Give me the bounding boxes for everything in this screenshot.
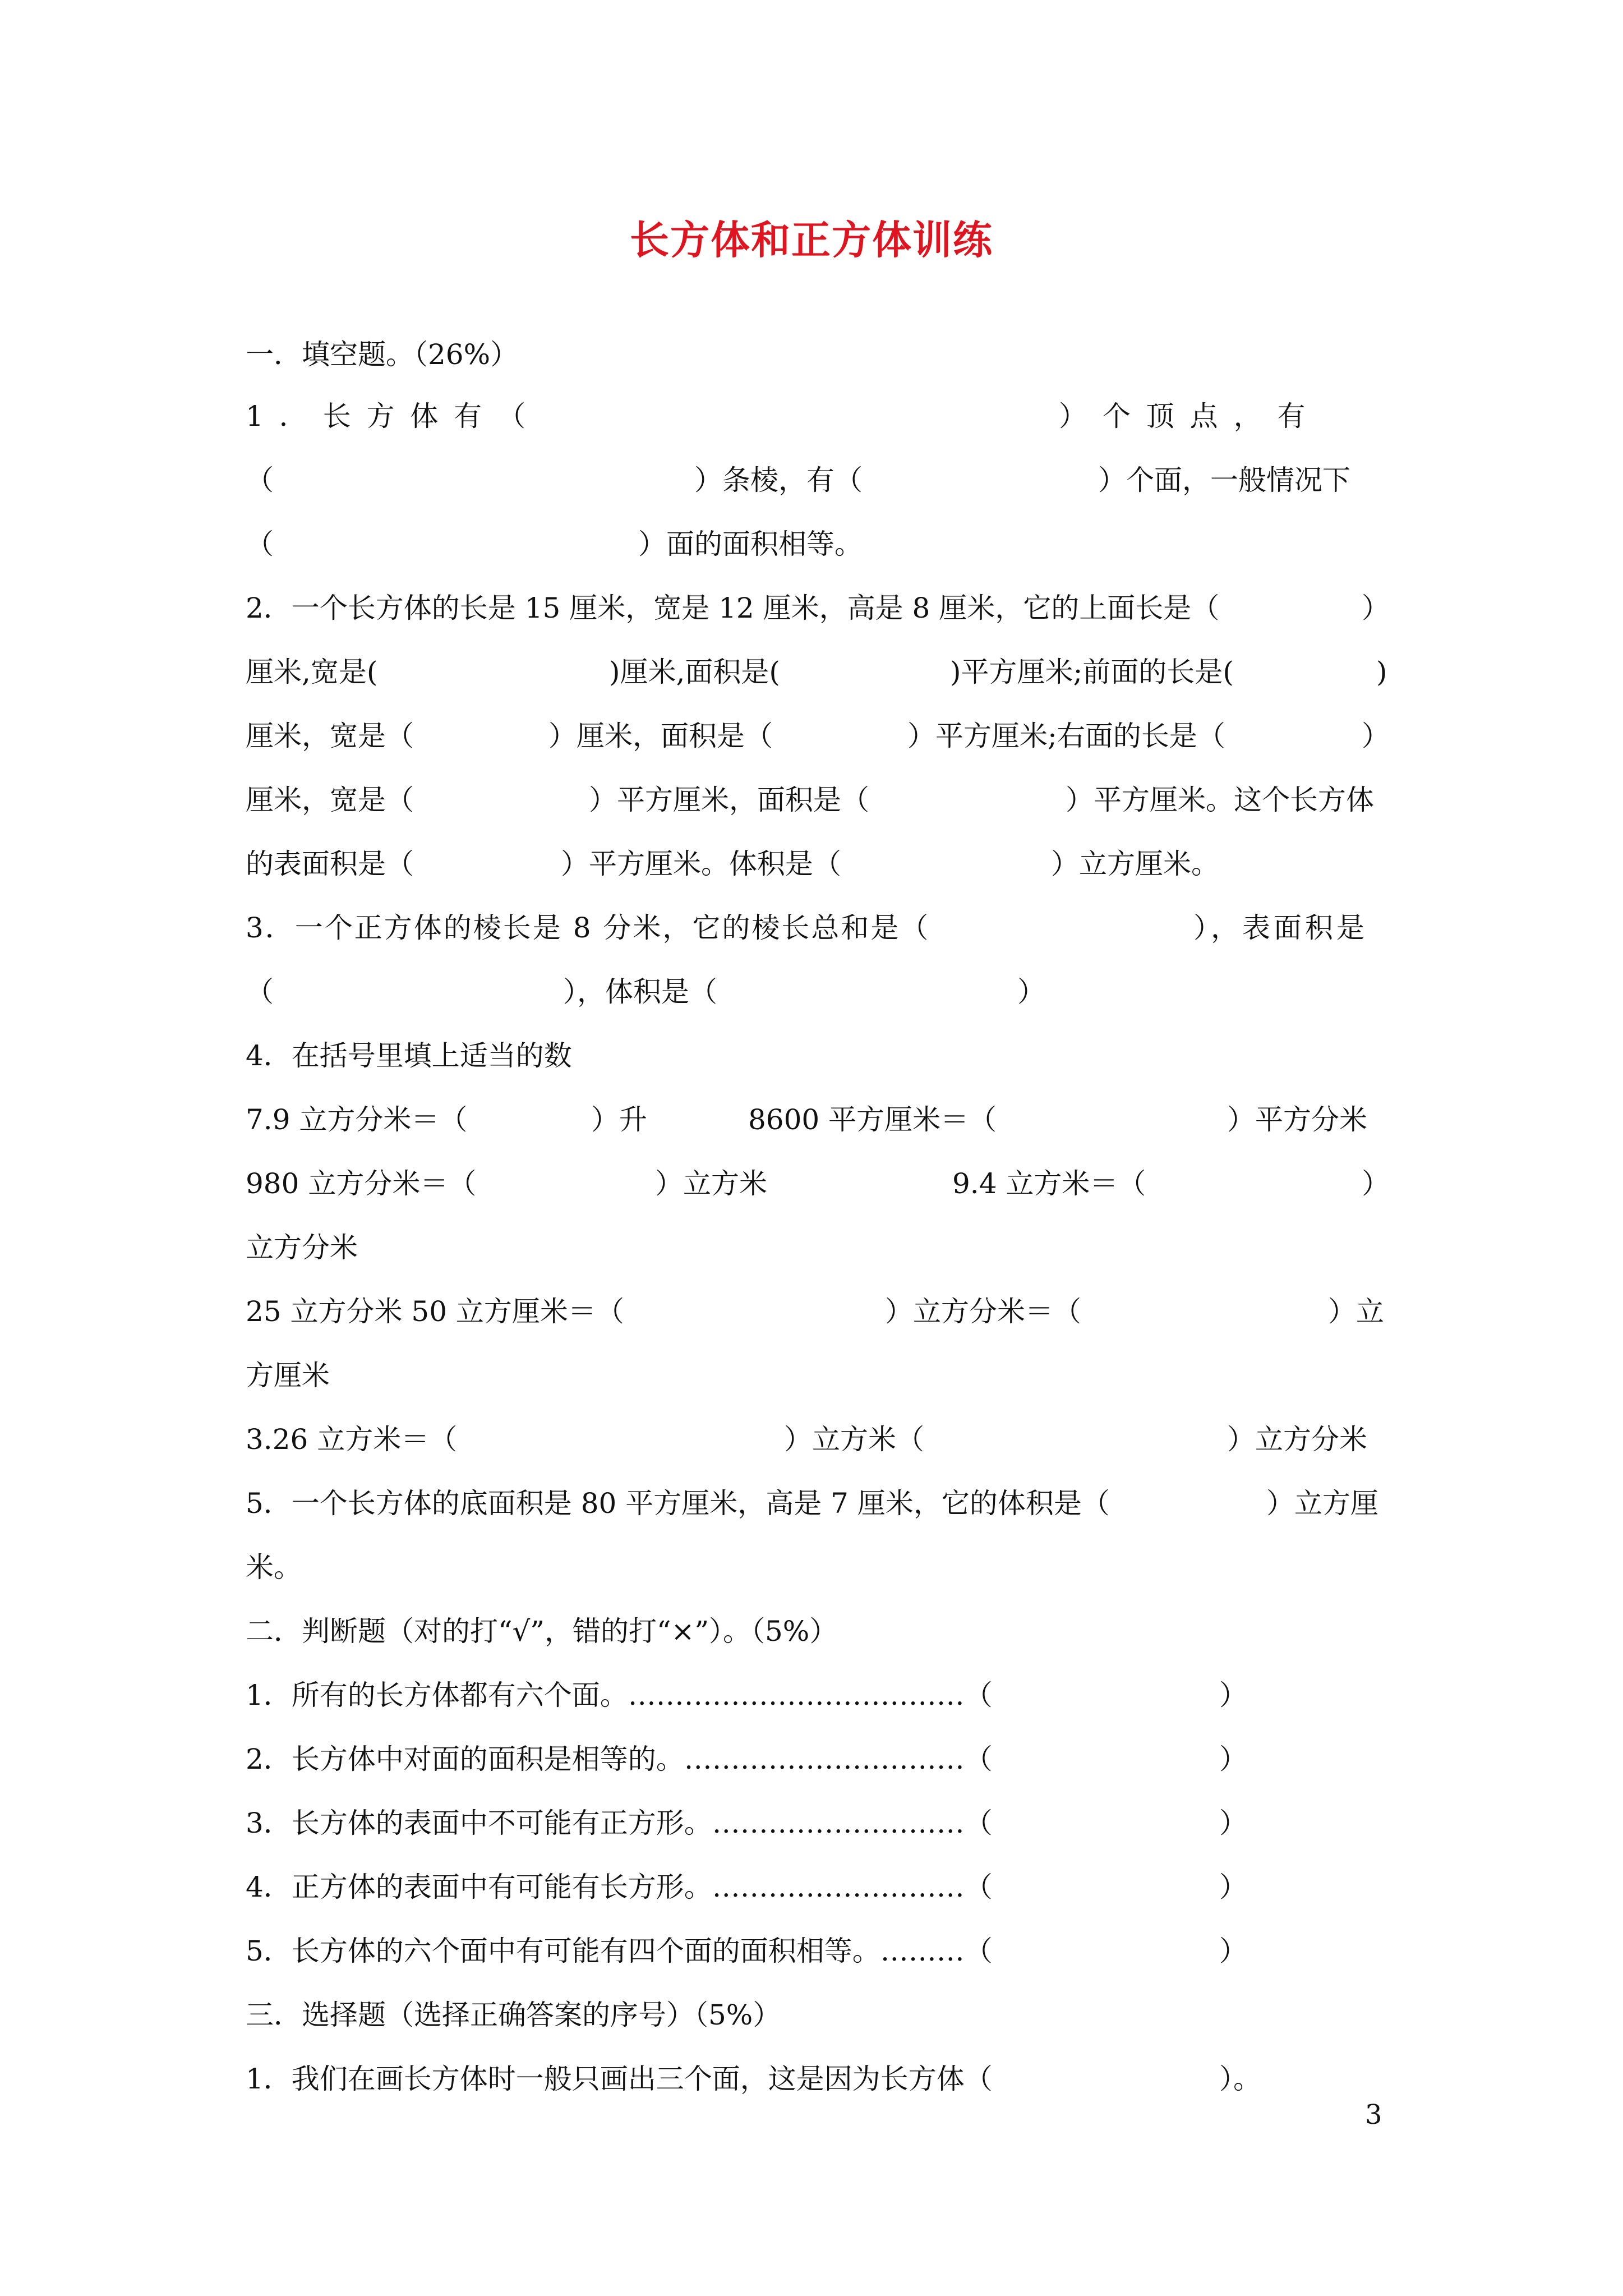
section-1-heading: 一．填空题。（26%） <box>246 338 519 371</box>
judge-item-4-close: ） <box>1219 1871 1247 1903</box>
q5-line2: 米。 <box>246 1551 302 1584</box>
q4-line4-b: ）立方分米＝（ <box>885 1295 1081 1328</box>
q3-line1-a: 3．一个正方体的棱长是 8 分米，它的棱长总和是（ <box>246 912 930 944</box>
q4-line2-d: ） <box>1362 1167 1390 1200</box>
q2-line1-a: 2．一个长方体的长是 15 厘米，宽是 12 厘米，高是 8 厘米，它的上面长是（ <box>246 592 1220 624</box>
q4-line2-c: 9.4 立方米＝（ <box>952 1167 1146 1200</box>
q1-line1-b: ） 个 顶 点 ， 有 <box>1059 400 1309 432</box>
q4-line5: 方厘米 <box>246 1359 330 1392</box>
q2-line3-a: 厘米，宽是（ <box>246 720 414 752</box>
q2-line3-d: ） <box>1362 720 1390 752</box>
q4-line6-a: 3.26 立方米＝（ <box>246 1423 458 1456</box>
q2-line2-b: )厘米,面积是( <box>609 656 780 688</box>
q2-line5-c: ）立方厘米。 <box>1051 848 1219 880</box>
q3-line1-b: ），表面积是 <box>1193 912 1368 944</box>
q1-line3-b: ）面的面积相等。 <box>638 528 863 560</box>
q1-line3-a: （ <box>246 528 274 560</box>
q4-line1-b: ）升 <box>591 1103 647 1136</box>
judge-item-2-close: ） <box>1219 1743 1247 1775</box>
judge-item-1-close: ） <box>1219 1679 1247 1711</box>
q3-line2-b: ），体积是（ <box>563 976 717 1008</box>
q2-line2-c: )平方厘米;前面的长是( <box>950 656 1234 688</box>
q4-line4-a: 25 立方分米 50 立方厘米＝（ <box>246 1295 624 1328</box>
q1-line2-c: ）个面，一般情况下 <box>1098 464 1350 496</box>
q4-line3: 立方分米 <box>246 1231 358 1264</box>
q2-line3-c: ）平方厘米;右面的长是（ <box>907 720 1225 752</box>
q2-line5-a: 的表面积是（ <box>246 848 414 880</box>
q5-line1-b: ）立方厘 <box>1266 1487 1378 1520</box>
q4-line1-c: 8600 平方厘米＝（ <box>748 1103 997 1136</box>
choice-q1-b: ）。 <box>1219 2063 1261 2095</box>
section-2-heading: 二．判断题（对的打“√”，错的打“×”）。（5%） <box>246 1615 838 1648</box>
q4-line4-c: ）立 <box>1328 1295 1384 1328</box>
q1-line2-a: （ <box>246 464 274 496</box>
judge-item-2: 2．长方体中对面的面积是相等的。…………………………（ <box>246 1743 993 1775</box>
q3-line2-c: ） <box>1017 976 1045 1008</box>
judge-item-3: 3．长方体的表面中不可能有正方形。………………………（ <box>246 1807 993 1839</box>
q4-line1-a: 7.9 立方分米＝（ <box>246 1103 468 1136</box>
q4-line6-b: ）立方米（ <box>784 1423 924 1456</box>
q5-line1-a: 5．一个长方体的底面积是 80 平方厘米，高是 7 厘米，它的体积是（ <box>246 1487 1110 1520</box>
judge-item-5: 5．长方体的六个面中有可能有四个面的面积相等。………（ <box>246 1935 993 1967</box>
q1-line2-b: ）条棱，有（ <box>694 464 863 496</box>
judge-item-3-close: ） <box>1219 1807 1247 1839</box>
section-3-heading: 三．选择题（选择正确答案的序号）（5%） <box>246 1999 781 2031</box>
q2-line4-b: ）平方厘米，面积是（ <box>589 784 869 816</box>
q2-line2-a: 厘米,宽是( <box>246 656 378 688</box>
q2-line1-b: ） <box>1362 592 1390 624</box>
page-number: 3 <box>1365 2099 1382 2131</box>
q1-line1-a: 1 ． 长 方 体 有 （ <box>246 400 529 432</box>
judge-item-5-close: ） <box>1219 1935 1247 1967</box>
q4-line2-b: ）立方米 <box>655 1167 767 1200</box>
judge-item-1: 1．所有的长方体都有六个面。………………………………（ <box>246 1679 993 1711</box>
q2-line3-b: ）厘米，面积是（ <box>548 720 773 752</box>
q4-line2-a: 980 立方分米＝（ <box>246 1167 477 1200</box>
q4-line6-c: ）立方分米 <box>1227 1423 1367 1456</box>
q4-line1-d: ）平方分米 <box>1227 1103 1367 1136</box>
q3-line2-a: （ <box>246 976 274 1008</box>
choice-q1-a: 1．我们在画长方体时一般只画出三个面，这是因为长方体（ <box>246 2063 993 2095</box>
q2-line2-d: ) <box>1376 656 1387 688</box>
q2-line5-b: ）平方厘米。体积是（ <box>561 848 841 880</box>
judge-item-4: 4．正方体的表面中有可能有长方形。………………………（ <box>246 1871 993 1903</box>
q4-heading: 4．在括号里填上适当的数 <box>246 1039 572 1072</box>
q2-line4-c: ）平方厘米。这个长方体 <box>1066 784 1374 816</box>
q2-line4-a: 厘米，宽是（ <box>246 784 414 816</box>
worksheet-title: 长方体和正方体训练 <box>630 217 993 263</box>
